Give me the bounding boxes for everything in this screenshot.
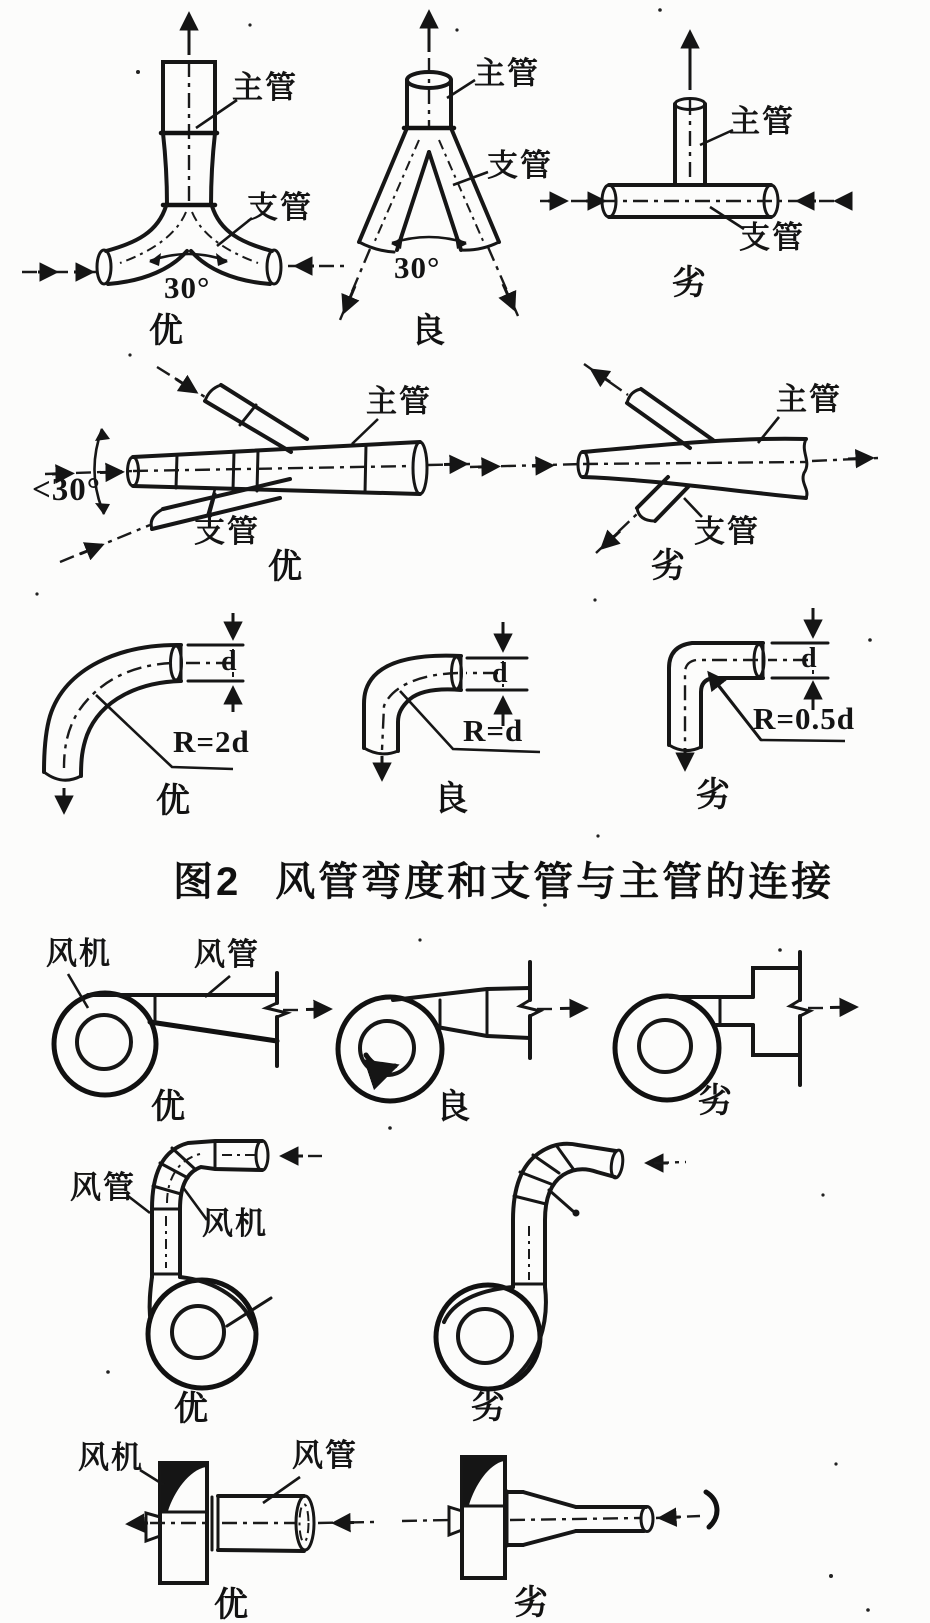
rating-poor: 劣: [651, 547, 685, 585]
rating-poor: 劣: [514, 1584, 548, 1622]
rating-poor: 劣: [696, 776, 730, 814]
fan-outlet-cone-diagram: [338, 962, 586, 1101]
diameter-label: d: [801, 643, 817, 674]
angle-value: 30°: [164, 270, 211, 305]
rating-excellent: 优: [174, 1390, 208, 1428]
main-pipe-label: 主管: [366, 384, 432, 419]
rating-excellent: 优: [149, 312, 183, 350]
rating-excellent: 优: [151, 1088, 185, 1126]
branch-pipe-label: 支管: [487, 148, 553, 183]
rating-excellent: 优: [156, 782, 190, 820]
fan-outlet-abrupt-diagram: [615, 952, 856, 1100]
radius-label: R=d: [463, 713, 524, 748]
rating-good: 良: [411, 312, 445, 350]
branch-pipe-label: 支管: [194, 514, 260, 549]
rating-poor: 劣: [672, 264, 706, 302]
rating-poor: 劣: [471, 1388, 505, 1426]
branch-pipe-label: 支管: [247, 190, 313, 225]
figure-title: 风管弯度和支管与主管的连接: [275, 860, 835, 904]
axial-fan-straight-diagram: [128, 1463, 374, 1583]
diameter-label: d: [221, 646, 237, 677]
fan-inlet-tight-diagram: [436, 1144, 686, 1389]
duct-label: 风管: [194, 937, 260, 972]
fan-label: 风机: [202, 1206, 268, 1241]
diameter-label: d: [492, 658, 508, 689]
fan-label: 风机: [78, 1440, 144, 1475]
figure-number: 图2: [173, 860, 242, 904]
duct-label: 风管: [70, 1170, 136, 1205]
angle-value: 30°: [394, 250, 441, 285]
main-pipe-label: 主管: [232, 70, 298, 105]
rating-good: 良: [434, 780, 468, 818]
rating-excellent: 优: [214, 1586, 248, 1623]
fan-label: 风机: [46, 936, 112, 971]
elbow-rd-diagram: [364, 622, 540, 779]
rating-good: 良: [436, 1088, 470, 1126]
fan-inlet-smooth-diagram: [128, 1141, 322, 1389]
duct-label: 风管: [292, 1438, 358, 1473]
radius-label: R=0.5d: [753, 701, 856, 736]
elbow-r05d-diagram: [669, 608, 845, 769]
curved-wye-diagram: [22, 14, 346, 284]
branch-pipe-label: 支管: [739, 220, 805, 255]
main-pipe-label: 主管: [776, 382, 842, 417]
fan-outlet-gradual-diagram: [54, 973, 330, 1095]
rating-excellent: 优: [268, 548, 302, 586]
axial-fan-tapered-diagram: [402, 1457, 717, 1578]
radius-label: R=2d: [173, 724, 250, 759]
angle-value: <30°: [32, 472, 102, 508]
tee-diagram: [540, 32, 852, 229]
elbow-r2d-diagram: [44, 613, 243, 812]
figure-caption: [173, 850, 834, 907]
main-pipe-label: 主管: [729, 104, 795, 139]
branch-pipe-label: 支管: [694, 514, 760, 549]
main-pipe-label: 主管: [474, 56, 540, 91]
rating-poor: 劣: [698, 1082, 732, 1120]
